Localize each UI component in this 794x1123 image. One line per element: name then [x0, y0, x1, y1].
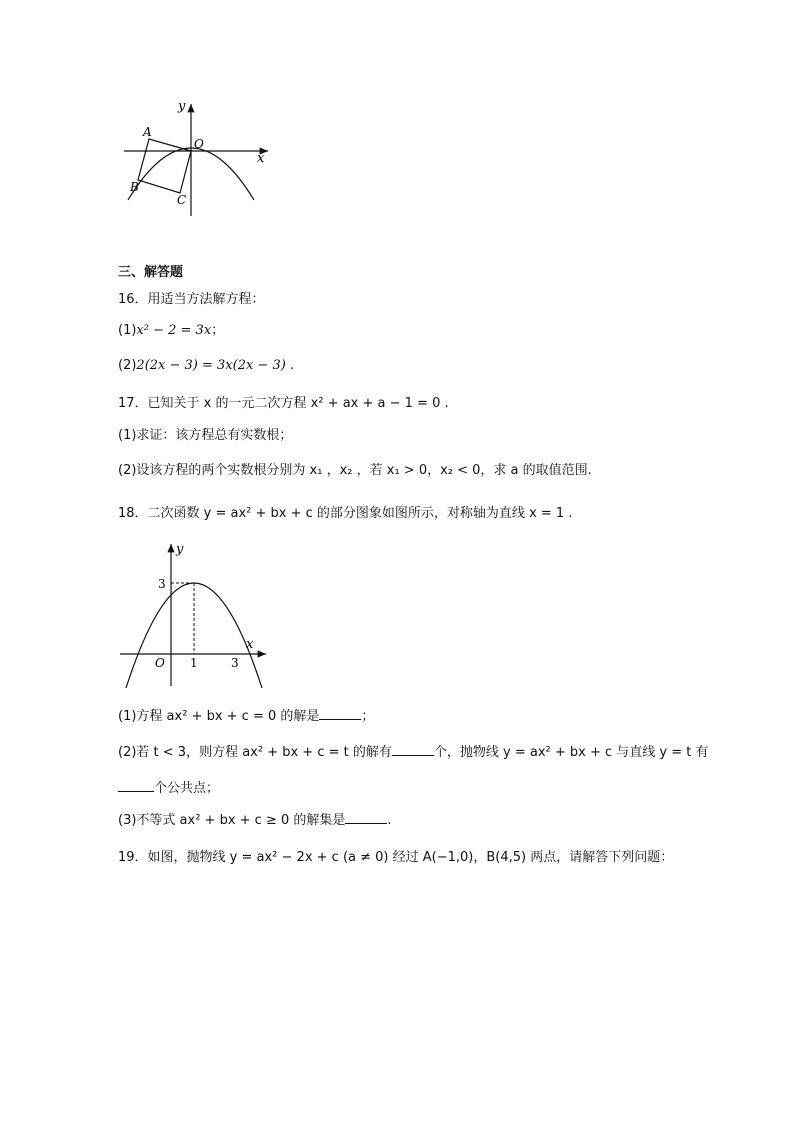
figure-parabola-symmetry — [118, 540, 270, 690]
tick-label-x-3: 3 — [231, 656, 239, 670]
q16-part2-equation: 2(2x − 3) = 3x(2x − 3) — [136, 358, 286, 373]
label-x: x — [257, 151, 265, 166]
q18-part3: (3)不等式 ax² + bx + c ≥ 0 的解集是 . — [118, 813, 392, 828]
tick-label-x-1: 1 — [190, 656, 198, 670]
q18-part2: (2)若 t < 3，则方程 ax² + bx + c = t 的解有 个，抛物线 y = ax² + bx + c 与直线 y = t 有 — [118, 745, 709, 760]
label-b: B — [130, 180, 139, 194]
q16-part2: (2)2(2x − 3) = 3x(2x − 3) . — [118, 358, 295, 373]
q18-stem: 18．二次函数 y = ax² + bx + c 的部分图象如图所示，对称轴为直线 x = 1 . — [118, 506, 573, 521]
q17-part1: (1)求证：该方程总有实数根； — [118, 428, 293, 443]
label-o: O — [194, 137, 204, 151]
q18-part2-cont: 个公共点； — [118, 779, 219, 798]
section-title: 三、解答题 — [118, 265, 184, 280]
q17-part2: (2)设该方程的两个实数根分别为 x₁ ，x₂ ，若 x₁ > 0，x₂ < 0，求 a 的取值范围. — [118, 463, 592, 478]
answer-blank-4[interactable] — [345, 811, 387, 824]
label-c: C — [177, 193, 187, 207]
figure-square-parabola — [118, 98, 278, 220]
label-y: y — [178, 99, 186, 114]
q16-part1-equation: x² − 2 = 3x — [136, 323, 212, 338]
q19-stem: 19．如图，抛物线 y = ax² − 2x + c (a ≠ 0) 经过 A(−1,0)，B(4,5) 两点，请解答下列问题： — [118, 850, 674, 865]
answer-blank-3[interactable] — [118, 779, 154, 792]
label-o: O — [155, 656, 165, 670]
answer-blank-2[interactable] — [392, 743, 434, 756]
q18-part1: (1)方程 ax² + bx + c = 0 的解是 ； — [118, 709, 375, 724]
label-y: y — [176, 542, 184, 557]
tick-label-y-3: 3 — [158, 577, 166, 591]
q17-stem: 17．已知关于 x 的一元二次方程 x² + ax + a − 1 = 0 . — [118, 396, 449, 411]
square-oabc — [138, 139, 191, 193]
label-x: x — [246, 637, 254, 652]
q16-part1: (1)x² − 2 = 3x； — [118, 323, 225, 338]
q16-stem: 16．用适当方法解方程： — [118, 292, 265, 307]
label-a: A — [143, 125, 152, 139]
answer-blank-1[interactable] — [319, 707, 361, 720]
